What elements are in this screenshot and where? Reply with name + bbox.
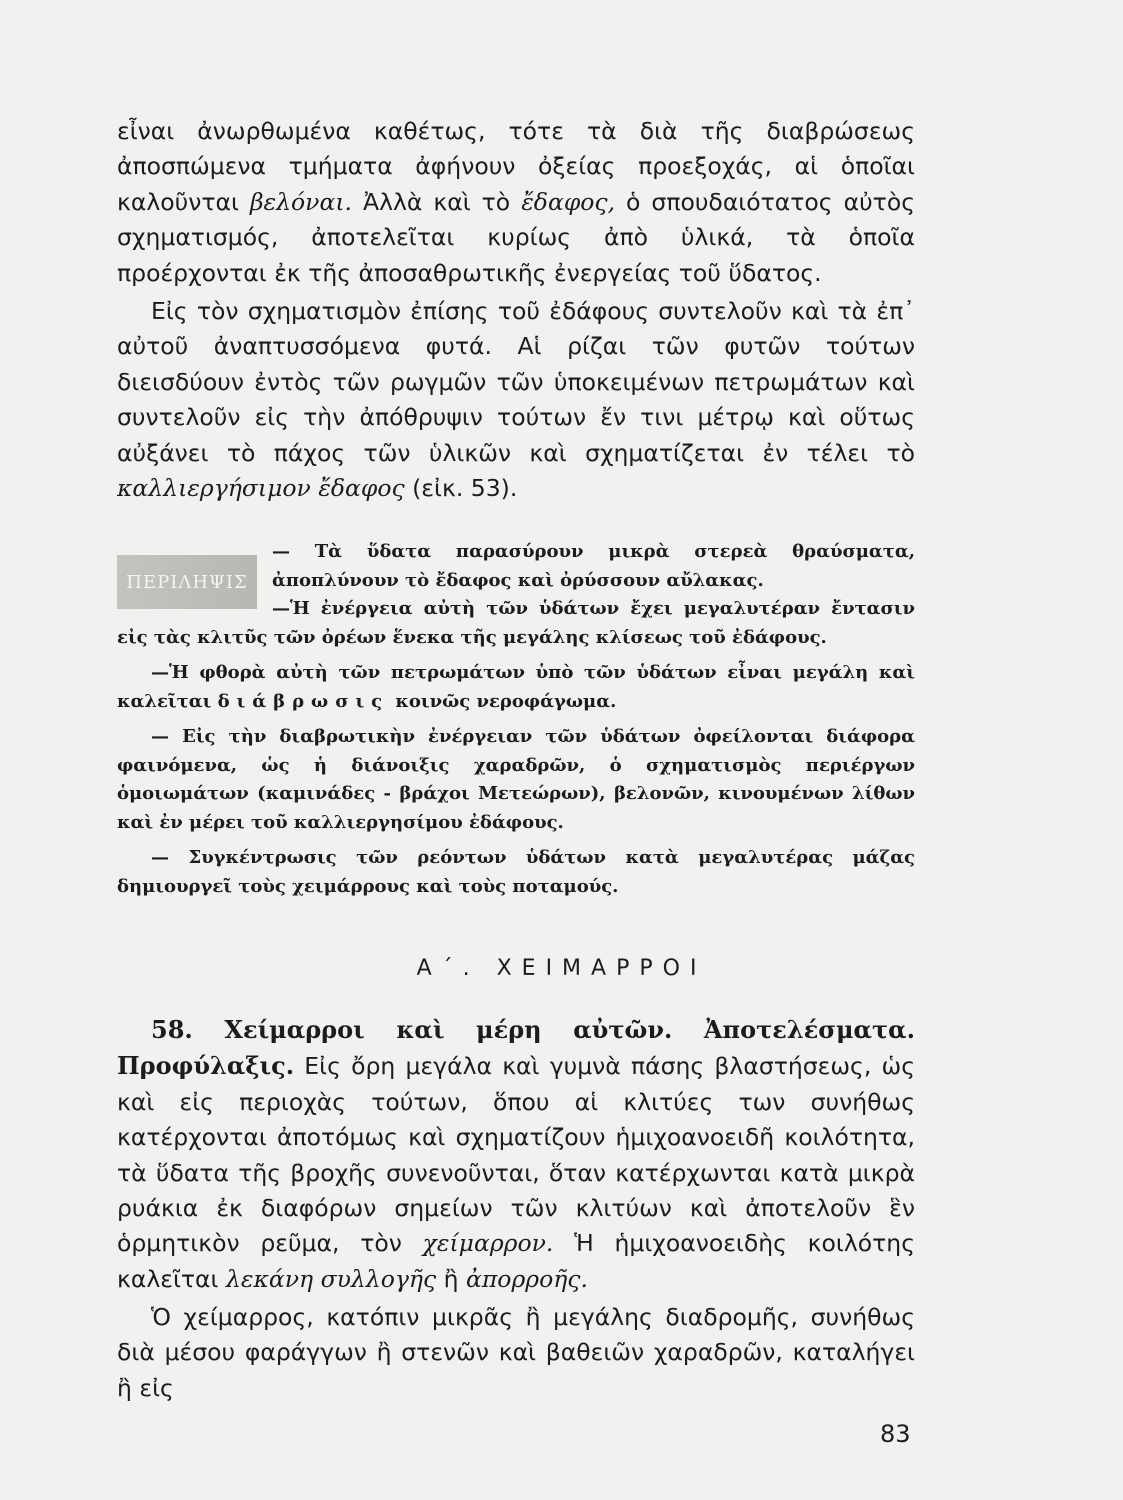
paragraph-4 <box>117 1300 915 1406</box>
summary-item-2-text: —Ἡ ἐνέργεια αὐτὴ τῶν ὑδάτων ἔχει μεγαλυτέραν ἔντασιν εἰς τὰς κλιτῦς τῶν ὀρέων ἕνεκα τῆς μεγάλης κλίσεως τοῦ ἐδάφους. <box>117 598 915 648</box>
section-58-title: 58. Χείμαρροι καὶ μέρη αὐτῶν. Ἀποτελέσματα. Προφύλαξις. <box>117 1015 915 1081</box>
summary-item-3-text-b: κοινῶς νεροφάγωμα. <box>389 690 617 712</box>
paragraph-1-text-c: ὁ σπουδαιότατος αὐτὸς σχηματισμός, ἀποτελεῖται κυρίως ἀπὸ ὑλικά, τὰ ὁποῖα προέρχονται ἐκ τῆς ἀποσαθρωτικῆς ἐνεργείας τοῦ ὕδατος. <box>117 187 915 287</box>
term-diavrosis: διάβρωσις <box>217 690 390 712</box>
term-edafos: ἔδαφος, <box>521 187 616 216</box>
summary-item-4: — Εἰς τὴν διαβρωτικὴν ἐνέργειαν τῶν ὑδάτων ὀφείλονται διάφορα φαινόμενα, ὡς ἡ διάνοιξις χαραδρῶν, ὁ σχηματισμὸς περιέργων ὁμοιωμάτων (καμινάδες - βράχοι Μετεώρων), βελονῶν, κινουμένων λίθων καὶ ἐν μέρει τοῦ καλλιεργησίμου ἐδάφους. <box>117 726 915 833</box>
paragraph-3-text-b: Ἡ ἡμιχοανοειδὴς κοιλότης καλεῖται <box>117 1229 915 1293</box>
paragraph-1-text-a: εἶναι ἀνωρθωμένα καθέτως, τότε τὰ διὰ τῆς διαβρώσεως ἀποσπώμενα τμήματα ἀφήνουν ὀξείας προεξοχάς, αἱ ὁποῖαι καλοῦνται <box>117 117 915 216</box>
summary-block <box>117 538 915 908</box>
term-aporrois: ἀπορροῆς. <box>465 1264 588 1293</box>
summary-item-2 <box>117 595 915 652</box>
summary-badge: ΠΕΡΙΛΗΨΙΣ <box>117 555 257 609</box>
term-cheimarron: χείμαρρον. <box>422 1229 554 1258</box>
summary-item-3-text-a: —Ἡ φθορὰ αὐτὴ τῶν πετρωμάτων ὑπὸ τῶν ὑδάτων εἶναι μεγάλη καὶ καλεῖται <box>117 662 915 712</box>
paragraph-2-text-a: Εἰς τὸν σχηματισμὸν ἐπίσης τοῦ ἐδάφους συντελοῦν καὶ τὰ ἐπ᾽ αὐτοῦ ἀναπτυσσόμενα φυτά. Αἱ ρίζαι τῶν φυτῶν τούτων διεισδύουν ἐντὸς τῶν ρωγμῶν τῶν ὑποκειμένων πετρωμάτων καὶ συντελοῦν εἰς τὴν ἀπόθρυψιν τούτων ἔν τινι μέτρῳ καὶ οὕτως αὐξάνει τὸ πάχος τῶν ὑλικῶν καὶ σχηματίζεται ἐν τέλει τὸ <box>117 297 915 467</box>
term-lekani-syllogis: λεκάνη συλλογῆς <box>225 1264 437 1293</box>
page-number: 83 <box>880 1420 911 1448</box>
paragraph-3-text-a: Εἰς ὄρη μεγάλα καὶ γυμνὰ πάσης βλαστήσεως, ὡς καὶ εἰς περιοχὰς τούτων, ὅπου αἱ κλιτύες των συνήθως κατέρχονται ἀποτόμως καὶ σχηματίζουν ἡμιχοανοειδῆ κοιλότητα, τὰ ὕδατα τῆς βροχῆς συνενοῦνται, ὅταν κατέρχωνται κατὰ μικρὰ ρυάκια ἐκ διαφόρων σημείων τῶν κλιτύων καὶ ἀποτελοῦν ἓν ὁρμητικὸν ρεῦμα, τὸν <box>117 1052 915 1258</box>
term-kalliergisimon: καλλιεργήσιμον ἔδαφος <box>117 474 405 503</box>
paragraph-3-text-c: ἢ <box>436 1264 466 1293</box>
term-belonai: βελόναι. <box>249 187 353 216</box>
paragraph-3 <box>117 1012 915 1297</box>
paragraph-2 <box>117 294 915 506</box>
section-heading: Α΄. ΧΕΙΜΑΡΡΟΙ <box>416 956 707 981</box>
summary-item-5: — Συγκέντρωσις τῶν ρεόντων ὑδάτων κατὰ μεγαλυτέρας μάζας δημιουργεῖ τοὺς χειμάρρους καὶ τοὺς ποταμούς. <box>117 847 915 897</box>
summary-item-3 <box>117 659 915 716</box>
paragraph-2-text-b: (εἰκ. 53). <box>404 474 518 503</box>
summary-item-1: — Τὰ ὕδατα παρασύρουν μικρὰ στερεὰ θραύσματα, ἀποπλύνουν τὸ ἔδαφος καὶ ὀρύσσουν αὔλακας. <box>272 541 915 591</box>
paragraph-1 <box>117 114 915 291</box>
paragraph-1-text-b: Ἀλλὰ καὶ τὸ <box>352 187 522 216</box>
paragraph-4-text: Ὁ χείμαρρος, κατόπιν μικρᾶς ἢ μεγάλης διαδρομῆς, συνήθως διὰ μέσου φαράγγων ἢ στενῶν καὶ βαθειῶν χαραδρῶν, καταλήγει ἢ εἰς <box>117 1303 915 1402</box>
